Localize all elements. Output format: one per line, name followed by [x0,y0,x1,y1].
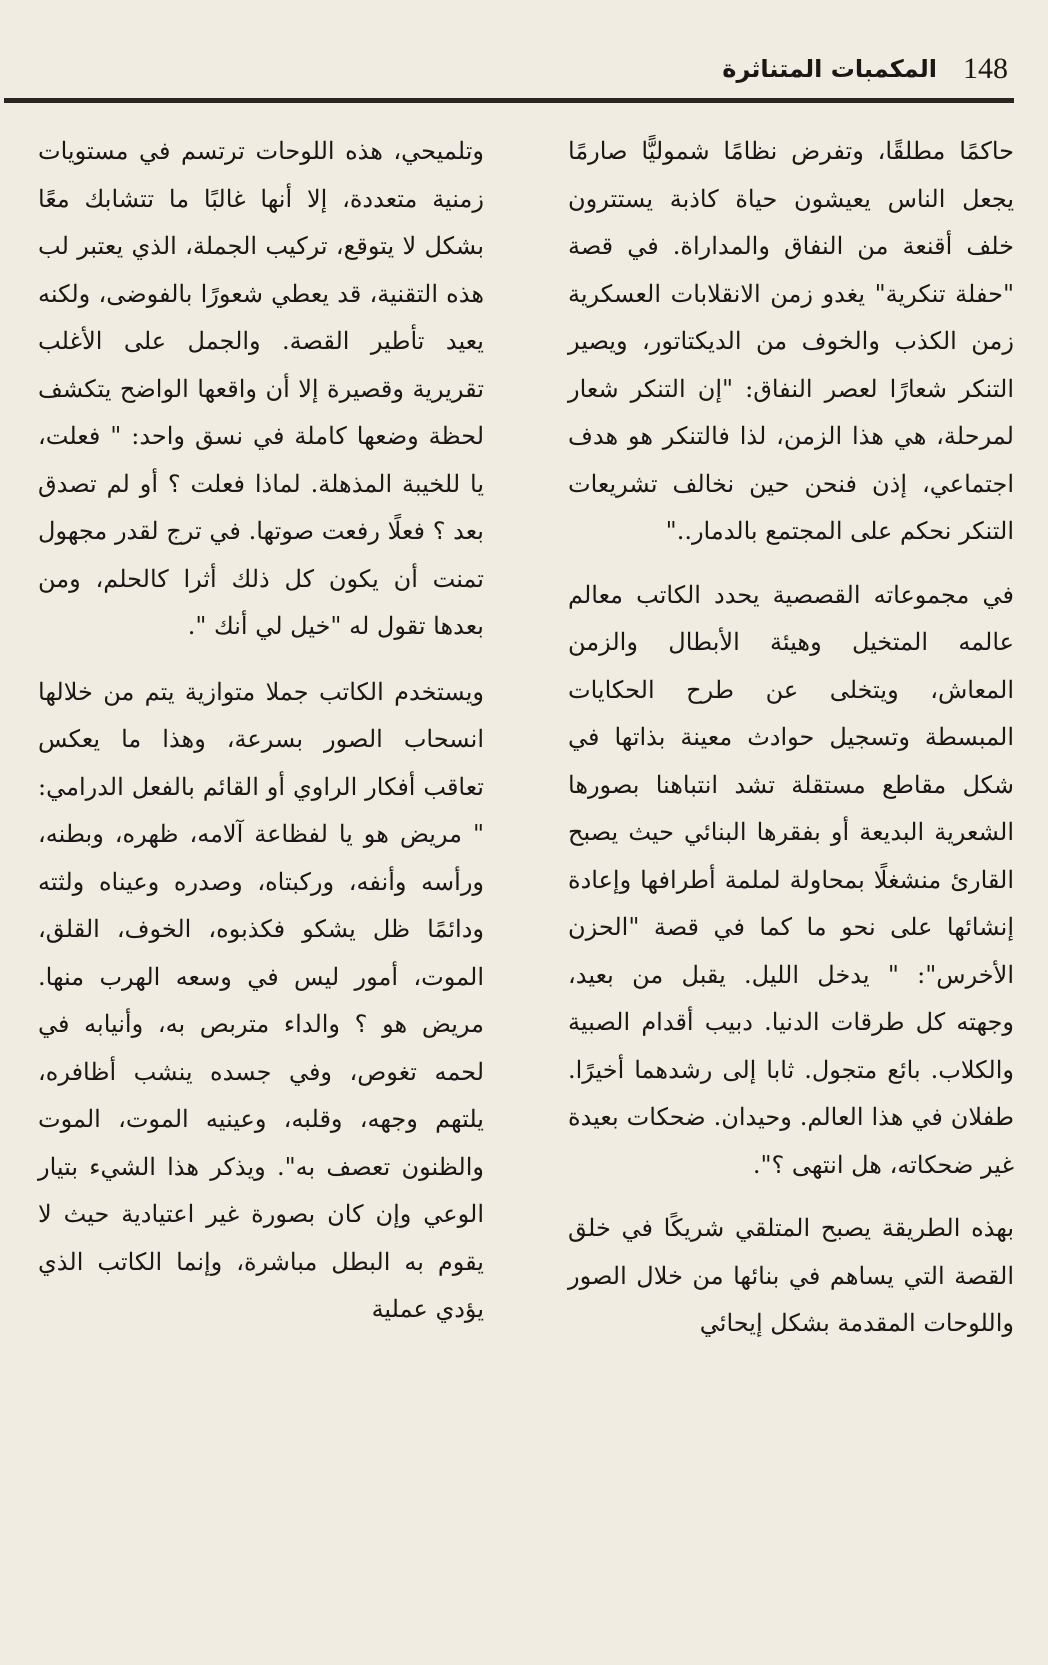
paragraph: بهذه الطريقة يصبح المتلقي شريكًا في خلق القصة التي يساهم في بنائها من خلال الصور واللوحات المقدمة بشكل إيحائي [568,1214,1014,1337]
paragraph: في مجموعاته القصصية يحدد الكاتب معالم عالمه المتخيل وهيئة الأبطال والزمن المعاش، ويتخلى عن طرح الحكايات المبسطة وتسجيل حوادث معينة بذاتها في شكل مقاطع مستقلة تشد انتباهنا بصورها الشعرية البديعة أو بفقرها البنائي حيث يصبح القارئ منشغلًا بمحاولة لملمة أطرافها وإعادة إنشائها على نحو ما كما في قصة "الحزن الأخرس": " يدخل الليل. يقبل من بعيد، وجهته كل طرقات الدنيا. دبيب أقدام الصبية والكلاب. بائع متجول. ثابا إلى رشدهما أخيرًا. طفلان في هذا العالم. وحيدان. ضحكات بعيدة غير ضحكاته، هل انتهى ؟". [568,580,1014,1179]
header-rule [4,98,1014,103]
paragraph: وتلميحي، هذه اللوحات ترتسم في مستويات زمنية متعددة، إلا أنها غالبًا ما تتشابك معًا بشكل لا يتوقع، تركيب الجملة، الذي يعتبر لب هذه التقنية، قد يعطي شعورًا بالفوضى، ولكنه يعيد تأطير القصة. والجمل على الأغلب تقريرية وقصيرة إلا أن واقعها الواضح يتكشف لحظة وضعها كاملة في نسق واحد: " فعلت، يا للخيبة المذهلة. لماذا فعلت ؟ أو لم تصدق بعد ؟ فعلًا رفعت صوتها. في ترج لقدر مجهول تمنت أن يكون كل ذلك أثرا كالحلم، ومن بعدها تقول له "خيل لي أنك ". [38,137,484,640]
running-head [40,44,1008,94]
paragraph: حاكمًا مطلقًا، وتفرض نظامًا شموليًّا صارمًا يجعل الناس يعيشون حياة كاذبة يستترون خلف أقنعة من النفاق والمداراة. في قصة "حفلة تنكرية" يغدو زمن الانقلابات العسكرية زمن الكذب والخوف من الديكتاتور، ويصير التنكر شعارًا لعصر النفاق: "إن التنكر شعار لمرحلة، هي هذا الزمن، لذا فالتنكر هو هدف اجتماعي، إذن فنحن حين نخالف تشريعات التنكر نحكم على المجتمع بالدمار.." [568,137,1014,545]
left-column [38,128,484,1334]
page-number: 148 [963,52,1008,85]
right-column [568,128,1014,1348]
paragraph: ويستخدم الكاتب جملا متوازية يتم من خلالها انسحاب الصور بسرعة، وهذا ما يعكس تعاقب أفكار الراوي أو القائم بالفعل الدرامي: " مريض هو يا لفظاعة آلامه، ظهره، وبطنه، ورأسه وأنفه، وركبتاه، وصدره وعيناه ولثته ودائمًا ظل يشكو فكذبوه، الخوف، القلق، الموت، أمور ليس في وسعه الهرب منها. مريض هو ؟ والداء متربص به، وأنيابه في لحمه تغوص، وفي جسده ينشب أظافره، يلتهم وجهه، وقلبه، وعينيه الموت، الموت والظنون تعصف به". ويذكر هذا الشيء بتيار الوعي وإن كان بصورة غير اعتيادية حيث لا يقوم به البطل مباشرة، وإنما الكاتب الذي يؤدي عملية [38,677,484,1323]
book-title: المكمبات المتناثرة [722,55,937,83]
